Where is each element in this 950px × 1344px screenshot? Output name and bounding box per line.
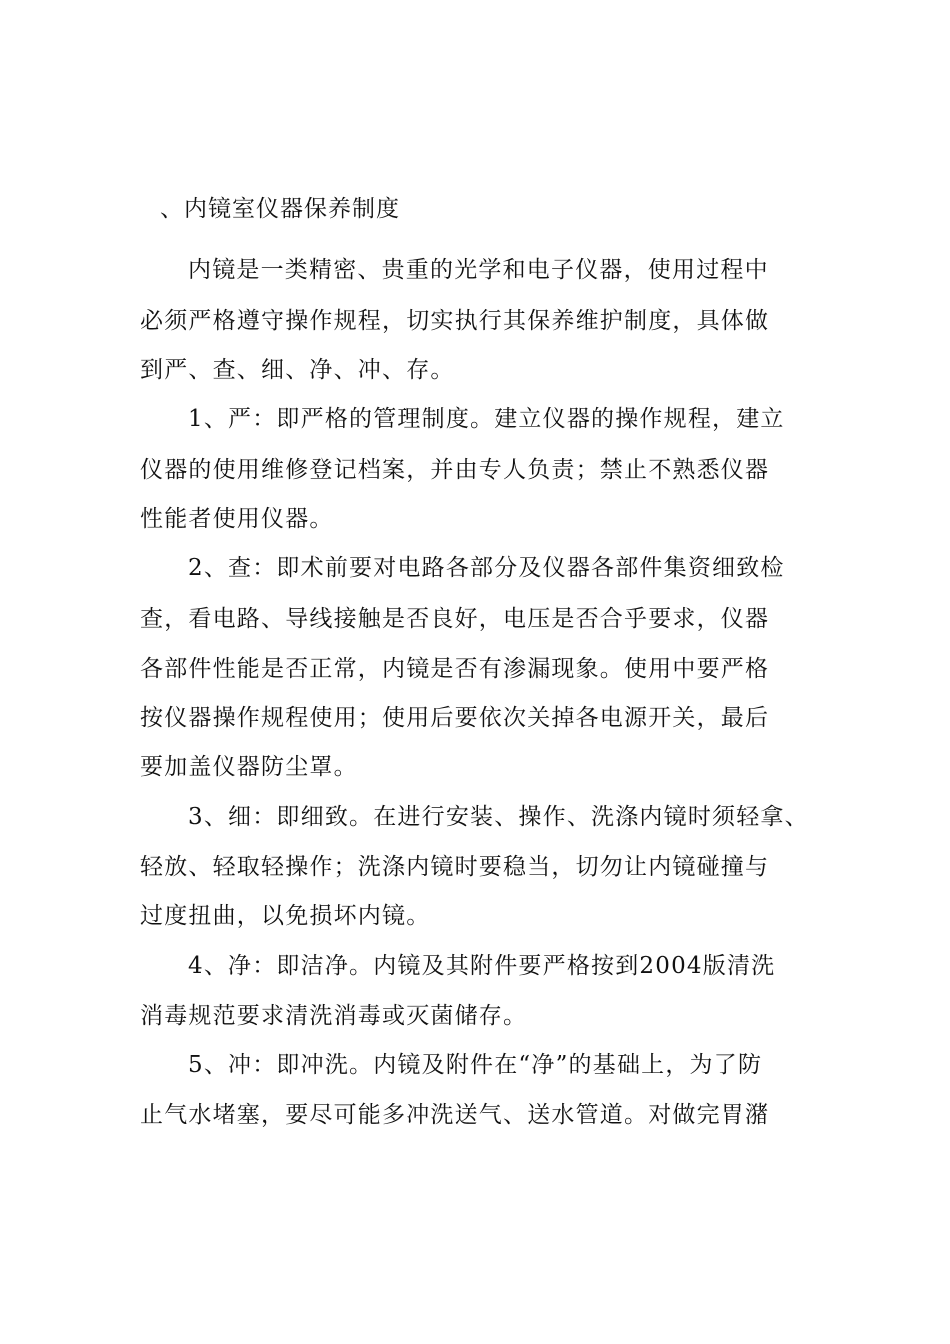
paragraph-line: 到严、查、细、净、冲、存。: [140, 357, 455, 383]
paragraph-line: 4、净：即洁净。内镜及其附件要严格按到2004版清洗: [188, 953, 776, 979]
paragraph-line: 消毒规范要求清洗消毒或灭菌储存。: [140, 1003, 528, 1029]
paragraph-line: 查，看电路、导线接触是否良好，电压是否合乎要求，仪器: [140, 606, 770, 632]
paragraph-line: 各部件性能是否正常，内镜是否有渗漏现象。使用中要严格: [140, 656, 770, 682]
document-title: 、内镜室仪器保养制度: [160, 196, 400, 222]
paragraph-line: 1、严：即严格的管理制度。建立仪器的操作规程，建立: [188, 406, 785, 432]
paragraph-line: 过度扭曲，以免损坏内镜。: [140, 903, 431, 929]
paragraph-line: 性能者使用仪器。: [140, 506, 334, 532]
paragraph-line: 2、查：即术前要对电路各部分及仪器各部件集资细致检: [188, 555, 785, 581]
paragraph-line: 5、冲：即冲洗。内镜及附件在“净”的基础上，为了防: [188, 1052, 763, 1078]
paragraph-line: 内镜是一类精密、贵重的光学和电子仪器，使用过程中: [188, 257, 769, 283]
paragraph-line: 止气水堵塞，要尽可能多冲洗送气、送水管道。对做完胃潴: [140, 1102, 770, 1128]
paragraph-line: 要加盖仪器防尘罩。: [140, 754, 358, 780]
paragraph-line: 按仪器操作规程使用；使用后要依次关掉各电源开关，最后: [140, 705, 770, 731]
paragraph-line: 仪器的使用维修登记档案，并由专人负责；禁止不熟悉仪器: [140, 457, 770, 483]
paragraph-line: 必须严格遵守操作规程，切实执行其保养维护制度，具体做: [140, 308, 770, 334]
paragraph-line: 轻放、轻取轻操作；洗涤内镜时要稳当，切勿让内镜碰撞与: [140, 854, 770, 880]
paragraph-line: 3、细：即细致。在进行安装、操作、洗涤内镜时须轻拿、: [188, 804, 809, 830]
